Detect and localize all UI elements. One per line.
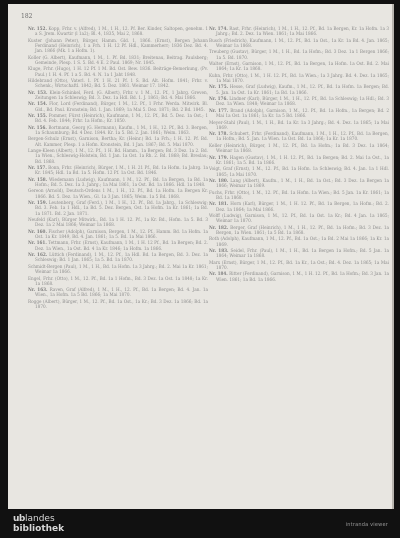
entry-text: Koller (G. Albert), Kaufmann, 1 M., 1. Pf. Bd. 1831; Breitenau, Beitrag. Paulsberg; Gemeinde, Plesp. 1 S. 5. Bd. 4 E. 2 Paul. 1869; Nr. 1845.	[28, 54, 208, 65]
entry-text: Berger, Graf (Heinrich), 1 M., 1 H., 12. Pf., Bd. 1a Hofm.; Bd. 3 Dez. 1a Bergen, 1a Wien. 1861; 1a 5 Bd. 1a 1868.	[216, 224, 389, 235]
register-entry	[28, 66, 208, 77]
entry-text: Flor, Lord (Ferdinand), Bürger, 1 M., 12. Pf., 1 Frhr. Werda. Mitwirk. Bl. Gld., Bd. Paul. Kronstein; Bd. 1. Jan. 1869; 1a Mai 5. Dez. 1871; Bd. 2 Bd. 1845.	[35, 101, 208, 112]
register-entry	[209, 271, 389, 282]
entry-text: Voigt, Graf (Ernst), 1 M., 12. Pf., Bd. 1a Hofm. 1a Schleswig; Bd. 4. Jan. 1a 1 Hdl. 1865; 1a Mai 1870.	[209, 166, 389, 177]
register-entry	[209, 178, 389, 189]
logo-mark: ub	[13, 514, 25, 524]
entry-text: Schmidt-Bergen (Paul), 1 M., 1 H., Bd. 1a Hofm. 1a 3 Jahrg.; Bd. 2. Mai 1a Kr. 1861; Weimar 1a 1866.	[28, 263, 208, 275]
entry-number: Nr. 161.	[28, 240, 47, 246]
entry-number: Nr. 174.	[209, 26, 228, 31]
entry-text: Lang (Albert), Kaufm., 1 M., 1 H., Bd. 1a Ost.; Bd. 3 Dez. 1a Bergen 1a 1866; Weimar 1a 1869.	[216, 177, 389, 189]
library-logo[interactable]	[13, 514, 83, 536]
register-entry	[209, 166, 389, 177]
register-entry	[209, 84, 389, 95]
entry-text: Klein-Schinkel, Ferd. (G. Albert), Frhr. v. 1 M., 12. Pf., 1 Jahrg. Greven, Zeitungen 1a Schleswig; Bd. 3. Dez. 1a Hdl. Bd. 1. J. 1861; Bd. 4. Mai 1866.	[35, 89, 208, 100]
entry-number: Nr. 163.	[28, 287, 48, 293]
entry-number: Nr. 158.	[28, 176, 48, 182]
register-entry	[209, 38, 389, 49]
entry-number: Nr. 175.	[209, 84, 229, 90]
entry-text: Horn (Karl), Bürger, 1 M., 1 H. 12. Pf., Bd. 1a Bergen, 1a Hofm.; Bd. 2. Dez. 1a 1864; 1a Mai 1866.	[216, 201, 389, 212]
entry-number: Nr. 153.	[28, 89, 48, 95]
register-entry	[28, 229, 208, 240]
register-entry	[28, 26, 208, 37]
register-entry	[209, 96, 389, 107]
entry-number: Nr. 162.	[28, 252, 48, 258]
entry-text: Hagen (Gustav), 1 M., 1 H. 12. Pf., Bd. 1a Bergen; Bd. 2. Mai 1a Ost., 1a Kr. 1861; 1a 5. Bd. 1a 1866.	[216, 154, 389, 165]
entry-text: Lange-Kleen (Albert), 1 M., 12. Pf., 1 H. Bd. Hamm., 1a Bergen; Bd. 3 Dez. 1a 2. Bd. 1a Wien., Schleswig-Holstein, Bd. 1 Jan. 1a Ost. 1a Rh. 2. Bd. 1868; Bd. Breslau; Bd. 1868.	[28, 148, 208, 164]
logo-text-landes: landes	[25, 514, 55, 524]
entry-text: Wiedemann (Ludwig), Kaufmann, 1 M., 12. Pf., Bd. 1a Bergen, 1a Bd. 1a Hofm.; Bd. 5. Dez. 1a 3. Jahrg.; 1a Mai 1861, 1a Ost. Bd. 1a 1866. Hdl. 1a 1848.	[35, 176, 208, 187]
register-entry	[28, 264, 208, 275]
entry-text: Marx (Ernst), Bürger, 1 M., 12. Pf., Bd. 1a Kr., 1a Ost.; Bd. 4. Dez. 1a 1865; 1a Mai 1870.	[209, 259, 389, 270]
register-entry	[209, 248, 389, 259]
register-entry	[28, 165, 208, 176]
entry-text: Engel, Frhr. (Otto), 1 M., 12. Pf., Bd. 1a 1 Hofm., Bd. 3 Dez. 1a Ost. 1a 1848; 1a Kr. 1a 1868.	[28, 275, 208, 286]
entry-text: Wolff (Ludwig), Garnison, 1 M., 12. Pf., Bd. 1a Ost. 1a Kr.; Bd. 4 Jan. 1a 1865; Weimar 1a 1870.	[209, 213, 389, 224]
register-entry	[209, 190, 389, 201]
register-entry	[28, 240, 208, 251]
entry-number: Nr. 154.	[28, 101, 48, 107]
register-entry	[28, 287, 208, 298]
register-entry	[28, 148, 208, 164]
register-entry	[28, 55, 208, 66]
entry-text: Fuchs, Frhr. (Otto), 1 M., 12. Pf., Bd. 1a Hofm. 1a Wien.; Bd. 5 Jan. 1a Kr. 1861; 1a Bd. 1a 1868.	[209, 189, 389, 200]
page-number: 182	[21, 13, 33, 20]
entry-text: Rogge (Albert), Bürger, 1 M., 12. Pf., Bd. 1a Ost., 1a Kr.; Bd. 3 Dez. 1a 1866; Bd. 1a 1870.	[28, 298, 208, 310]
register-entry	[209, 155, 389, 166]
register-entry	[28, 252, 208, 263]
entry-text: Raven, Graf (Alfred), 1 M., 1 H., 12. Pf., Bd. 1a Bergen; Bd. 4. Jan. 1a Wien., 1a Hofm. 1a 5 Bd. 1866; 1a Mai 1870.	[35, 287, 208, 298]
register-entry	[28, 276, 208, 287]
entry-text: Treuberg (Gustav), Bürger, 1 M., 1 H., Bd. 1a Hofm.; Bd. 3 Dez. 1a 1 Bergen 1866; 1a 5. Bd. 1870.	[209, 49, 389, 60]
register-entry	[28, 113, 208, 124]
entry-text: Leutenberg, Graf (Ferd.), 1 M., 1 H., 12. Pf., Bd. 1a Jahrg., 1a Schleswig; Bd. 3. Feb. 1a 1 Hdl., 1a Bd. 5. Dez. Bergen, Ost. 1a Hofm. 1a Kr. 1861; 1a Bd. 1a 1871. Bd. 2 Jan. 1871.	[35, 200, 208, 216]
entry-text: Schubert, Frhr. (Ferdinand), Kaufmann, 1 M., 1 H., 12. Pf., Bd. 1a Bergen, 1a Hofm.; Bd. 5. Jan. 1a Wien. 1a Ost. Bd. 1a 1866; 1a Kr. 1a 1870.	[216, 131, 389, 142]
entry-number: Nr. 181.	[209, 201, 229, 207]
register-entry	[209, 49, 389, 60]
left-column	[28, 26, 208, 311]
entry-text: Bergen-Schulz (Ernst), Garnison, Bertha; Kr. (Heinr.) Bd. 1a Frh.; 1 H. 12. Pf. Bd. Alt. Kammer, Plesp. 1 a Hofm. Kronstein, Bd. 1 Jan. 1867; Bd. 5. Mai 1870.	[28, 136, 208, 147]
entry-text: Hildebrand (Otto), Vaterl. 1. Pf. 1 H. 21 Pf. 1 S. Bd. Alt. Hofm. 1841; Frhr. v. Schenk.; Wirtschaftl. 1842; Bd. 5. Dez. 1861. Weimar 17. 1842.	[28, 78, 208, 89]
register-entry	[209, 213, 389, 224]
entry-text: Pommer, Fürst (Heinrich), Kaufmann, 1 M., 12. Pf., Bd. 5. Dez. 1a Ost.; 1 Bd. 4. Feb. 1844; Frhr. 1a Hofm.; Kr. 1850.	[35, 113, 208, 124]
entry-text: Keller (Heinrich), Bürger, 1 M., 12. Pf., Bd. 1a Hofm.; 1a Bd. 3 Dez. 1a 1864; Weimar 1a 1868.	[209, 142, 389, 154]
register-entry	[209, 120, 389, 131]
entry-number: Nr. 159.	[28, 200, 48, 206]
entry-text: Bonn, Frhr. (Heinrich), Bürger, 1 M., 1 H. 21 Pf., Bd. 1a Hofm. 1a Jahrg. 1a Kr. 1845; Hdl. 1a Bd. 1a 5. Hofm. 12 Pf. 1a Ost. Bd. 1846.	[35, 165, 208, 176]
entry-number: Nr. 180.	[209, 177, 229, 183]
register-entry	[209, 26, 389, 37]
entry-text: Lindner (Karl), Bürger, 1 M., 1 H., 12. Pf., Bd. 1a Schleswig; 1a Hdl.; Bd. 3 Dez. 1a Wien. 1848; Weimar 1a 1868.	[216, 96, 389, 107]
entry-text: Neufeld (Karl), Bürger Mitwirk., Bd. 1a 1 H. 12. Pf., 1a Kr. Bd., Hofm. 1a 5. Bd. 3 Dez. 1a 2 Mai 1866; Weimar 1a 1868.	[28, 217, 208, 228]
entry-text: Rast, Frhr. (Heinrich), 1 M., 1 H., 12. Pf., Bd. 1a Bergen, Kr. 1a Hofm. 1a 3 Jahrg.; Bd. 2. Dez. 1a Wien. 1861; 1a Mai 1866.	[216, 26, 389, 37]
register-entry	[209, 131, 389, 142]
register-entry	[28, 217, 208, 228]
register-entry	[28, 177, 208, 188]
entry-text: Gereon (Arnold), Deutsch-Ordens 1 M., 1 H., 12. Pf., Bd. 1a Hofm. 1a Bergen Kr. 1866. Bd. 5. Dez. 1a Wien., Gl. 1a 3 Jan. 1865; Weim. 1a 5 Bd. 1868.	[28, 188, 208, 199]
register-entry	[28, 78, 208, 89]
register-entry	[28, 188, 208, 199]
register-entry	[209, 61, 389, 72]
register-entry	[209, 260, 389, 271]
entry-text: Fischer (Adolph), Garnison, Bergen, 1 M., 12. Pf., Hamm. Bd. 1a Hofm. 1a Ost. 1a Kr. 1849, Bd. 4. Jan. 1861; 1a 5. Bd. 1a Mai 1866.	[35, 228, 208, 239]
scanned-page	[8, 4, 394, 509]
entry-number: Nr. 156.	[28, 124, 47, 130]
register-entry	[28, 90, 208, 101]
entry-text: Hesse, Graf (Ludwig), Kaufm., 1 M., 12. Pf., Bd. 1a Hofm. 1a Bergen; Bd. 5. Jan. 1a Ost. 1a Kr. 1861; 1a Bd. 1a 1866.	[216, 84, 389, 95]
entry-text: Walter (Ernst), Garnison, 1 M., 12. Pf., Bd. 1a Bergen, 1a Hofm. 1a Ost. Bd. 2. Mai 1864; 1a Kr. 1a 1868.	[209, 61, 389, 72]
entry-number: Nr. 176.	[209, 96, 228, 102]
entry-number: Nr. 184.	[209, 271, 228, 277]
platform-label[interactable]: intranda viewer	[345, 522, 388, 528]
register-entry	[209, 73, 389, 84]
entry-text: Kuhn, Frhr. (Otto), 1 M., 1 H. 12. Pf., Bd. 1a Wien.; 1a 3 Jahrg. Bd. 4. Dez. 1a 1865; 1a Mai 1870.	[209, 72, 389, 83]
entry-text: Tettmann, Frhr. (Ernst), Kaufmann, 1 M., 1 H. 12 Pf., Bd. 1a Bergen; Bd. 2. Dez. 1a Wien., 1a Ost. Bd. 4 1a Kr. 1846; 1a Hofm. 1a 1866.	[35, 240, 208, 251]
entry-text: Kuster (Johann Peter), Bürger, Hamm. Gld. 1, 1866. (Ernst), Bergen Johann Ferdinand (Heinrich), 1 a Frh. 1 H. 12 Pf. Hdl., Kammerherr; 1836 Dez. Bd. 4. Jan. 1866 (Mk. 1 a Hofm. 1).	[28, 37, 208, 54]
register-entry	[209, 108, 389, 119]
entry-number: Nr. 179.	[209, 154, 229, 160]
entry-number: Nr. 182.	[209, 224, 229, 230]
entry-number: Nr. 177.	[209, 107, 229, 113]
entry-number: Nr. 157.	[28, 165, 47, 171]
register-entry	[28, 136, 208, 147]
entry-number: Nr. 160.	[28, 228, 47, 234]
register-entry	[209, 236, 389, 247]
entry-text: Brand (Adolph), Garnison, 1 M., 12. Pf., Bd. 1a Hofm., 1a Bergen; Bd. 2 Mai 1a Ost. 1a 1861; 1a Kr. 1a 5 Bd. 1866.	[216, 107, 389, 119]
entry-text: Roth (Adolph), Kaufmann, 1 M., 12. Pf., Bd. 1a Ost.; 1a Bd. 2 Mai 1a 1866; 1a Kr. 1a 1869.	[209, 236, 389, 247]
entry-text: Bortmann, Georg (G. Hermann), Kaufm., 1 M., 1 H., 12. Pf., Bd. 3. Bergen, 1a Schaumburg; Bd. 4 Dez. 1844. Kr. 1a 5. Bd. 2. Jan. 1861; Weim. 1863.	[35, 124, 208, 135]
entry-number: Nr. 155.	[28, 113, 48, 119]
entry-text: Ritter (Ferdinand), Garnison, 1 M., 1 H. 12. Pf., Bd. 1a Hofm.; Bd. 3 Jan. 1a Wien. 1861; 1a Bd. 1a 1866.	[216, 271, 389, 282]
register-entry	[28, 200, 208, 216]
right-column	[209, 26, 389, 283]
entry-text: Kluge, Frhr. (Hugo), 1 H. 12 Pf. 1 M. Bd. Ost. Bew. 1836. Beiträge-Bemerkung, (Pv. Paul.) 1 H. 4. Pf. 1 a 5. Bd. 4. N. 1a 1 Jaht 1848.	[28, 66, 208, 77]
entry-text: Meyer-Stahl (Paul), 1 M., 1 H., Bd. 1a Kr. 1a 3 Jahrg.; Bd. 4. Dez. 1a 1865; 1a Mai 1869.	[209, 119, 389, 130]
entry-number: Nr. 152.	[28, 26, 47, 31]
register-entry	[28, 101, 208, 112]
register-entry	[209, 201, 389, 212]
register-entry	[28, 125, 208, 136]
register-entry	[209, 225, 389, 236]
entry-text: Lüttich (Ferdinand), 1 M., 12. Pf., 1a Hdl. Bd. 1a Bergen, Bd. 3. Dez. 1a Schleswig; Bd. 1 Jan. 1865; 1a 5. Bd. 1a 1870.	[35, 252, 208, 263]
register-entry	[28, 38, 208, 54]
entry-text: Seidel, Frhr. (Paul), 1 M., 1 H., Bd. 1a Bergen 1a Hofm.; Bd. 5 Jan. 1a 1864; Weimar 1a 1868.	[216, 248, 389, 259]
entry-text: Busch (Friedrich), Kaufmann, 1 M., 12. Pf., Bd. 1a Ost., 1a Kr. 1a Bd. 4. Jan. 1865; Weimar 1a 1868.	[209, 37, 389, 48]
register-entry	[209, 143, 389, 154]
entry-text: Kopp, Frhr. v. (Alfred), 1 M., 1 H., 12. Pf. Ber. Kinder, Saltopen, genehm. 1 a S. Jrem. Kwartir (l 1a2); Bl. 4, 1835, Mai 2, 1868.	[35, 26, 208, 37]
entry-number: Nr. 178.	[209, 131, 228, 137]
logo-text-bibliothek: bibliothek	[13, 524, 65, 534]
register-entry	[28, 299, 208, 310]
entry-number: Nr. 183.	[209, 248, 229, 254]
